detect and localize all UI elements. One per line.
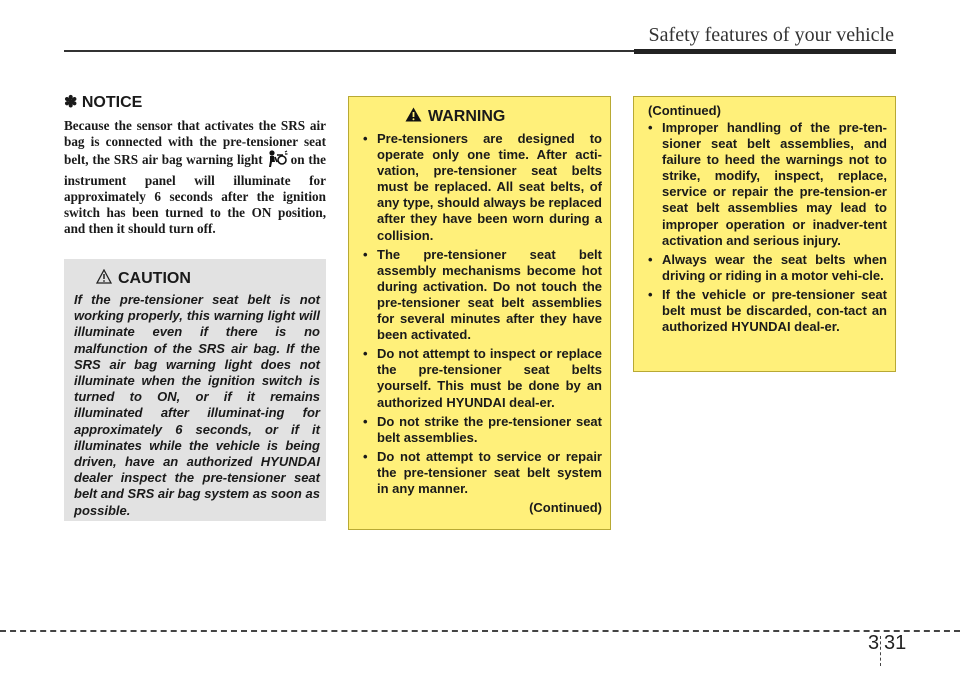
notice-symbol: ✽ bbox=[64, 94, 78, 111]
notice-text-part1: Because the sensor that activates the SRS air bag is connected with the pre-tensioner seat belt, the SRS air bag warning light bbox=[64, 118, 326, 168]
caution-header bbox=[96, 269, 320, 289]
header-accent-bar bbox=[634, 49, 896, 54]
warning-header bbox=[405, 107, 602, 127]
warning-label: WARNING bbox=[428, 108, 506, 125]
footer-separator bbox=[880, 636, 882, 666]
page-number: 31 bbox=[884, 632, 907, 654]
list-item: • Do not attempt to inspect or replace the pre-tensioner seat belts yourself. This must be done by an authorized HYUNDAI deal-er. bbox=[357, 346, 602, 410]
list-item: • The pre-tensioner seat belt assembly mechanisms become hot during activation. Do not touch the pre-tensioner seat belt assemblies for several minutes after they have been activated. bbox=[357, 247, 602, 344]
list-item: • If the vehicle or pre-tensioner seat belt must be discarded, con-tact an authorized HYUNDAI deal-er. bbox=[642, 287, 887, 335]
notice-title: NOTICE bbox=[81, 94, 143, 111]
list-item: • Do not strike the pre-tensioner seat belt assemblies. bbox=[357, 414, 602, 446]
warning-continued-box bbox=[633, 96, 896, 372]
continued-label: (Continued) bbox=[648, 103, 721, 118]
airbag-warning-icon bbox=[266, 150, 288, 172]
caution-box bbox=[64, 259, 326, 521]
section-title: Safety features of your vehicle bbox=[648, 24, 894, 46]
warning-triangle-icon bbox=[405, 107, 422, 127]
list-item: • Pre-tensioners are designed to operate only one time. After acti-vation, pre-tensioner seat belts must be replaced. All seat belts, of any type, should always be replaced after they have been worn during a collision. bbox=[357, 131, 602, 244]
footer-divider bbox=[0, 630, 960, 632]
warning-box bbox=[348, 96, 611, 530]
notice-text bbox=[64, 118, 326, 237]
caution-triangle-icon bbox=[96, 269, 112, 289]
caution-text: If the pre-tensioner seat belt is not working properly, this warning light will illuminate even if there is no malfunction of the SRS air bag. If the SRS air bag warning light does not illuminate when the ignition switch is turned to ON, or if it remains illuminated after illuminat-ing for approximately 6 seconds, or if it illuminates while the vehicle is being driven, have an authorized HYUNDAI dealer inspect the pre-tensioner seat belt and SRS air bag system as soon as possible. bbox=[74, 292, 320, 518]
list-item: • Always wear the seat belts when driving or riding in a motor vehi-cle. bbox=[642, 252, 887, 284]
caution-label: CAUTION bbox=[118, 270, 191, 287]
warning-list bbox=[357, 131, 602, 497]
notice-heading bbox=[64, 92, 326, 112]
list-item: • Improper handling of the pre-ten-sioner seat belt assemblies, and failure to heed the warnings not to strike, modify, inspect, replace, service or repair the pre-tension-er seat belt assemblies may lead to improper operation or inadver-tent activation and serious injury. bbox=[642, 120, 887, 249]
notice-section bbox=[64, 92, 326, 237]
continued-label: (Continued) bbox=[529, 500, 602, 516]
chapter-number: 3 bbox=[868, 632, 880, 654]
notice-text-part2: on the instrument panel will illuminate for approximately 6 seconds after the ignition switch has been turned to the ON position, and then it should turn off. bbox=[64, 152, 326, 237]
warning-continued-list bbox=[642, 120, 887, 335]
list-item: • Do not attempt to service or repair the pre-tensioner seat belt system in any manner. bbox=[357, 449, 602, 497]
header-divider bbox=[64, 50, 634, 52]
